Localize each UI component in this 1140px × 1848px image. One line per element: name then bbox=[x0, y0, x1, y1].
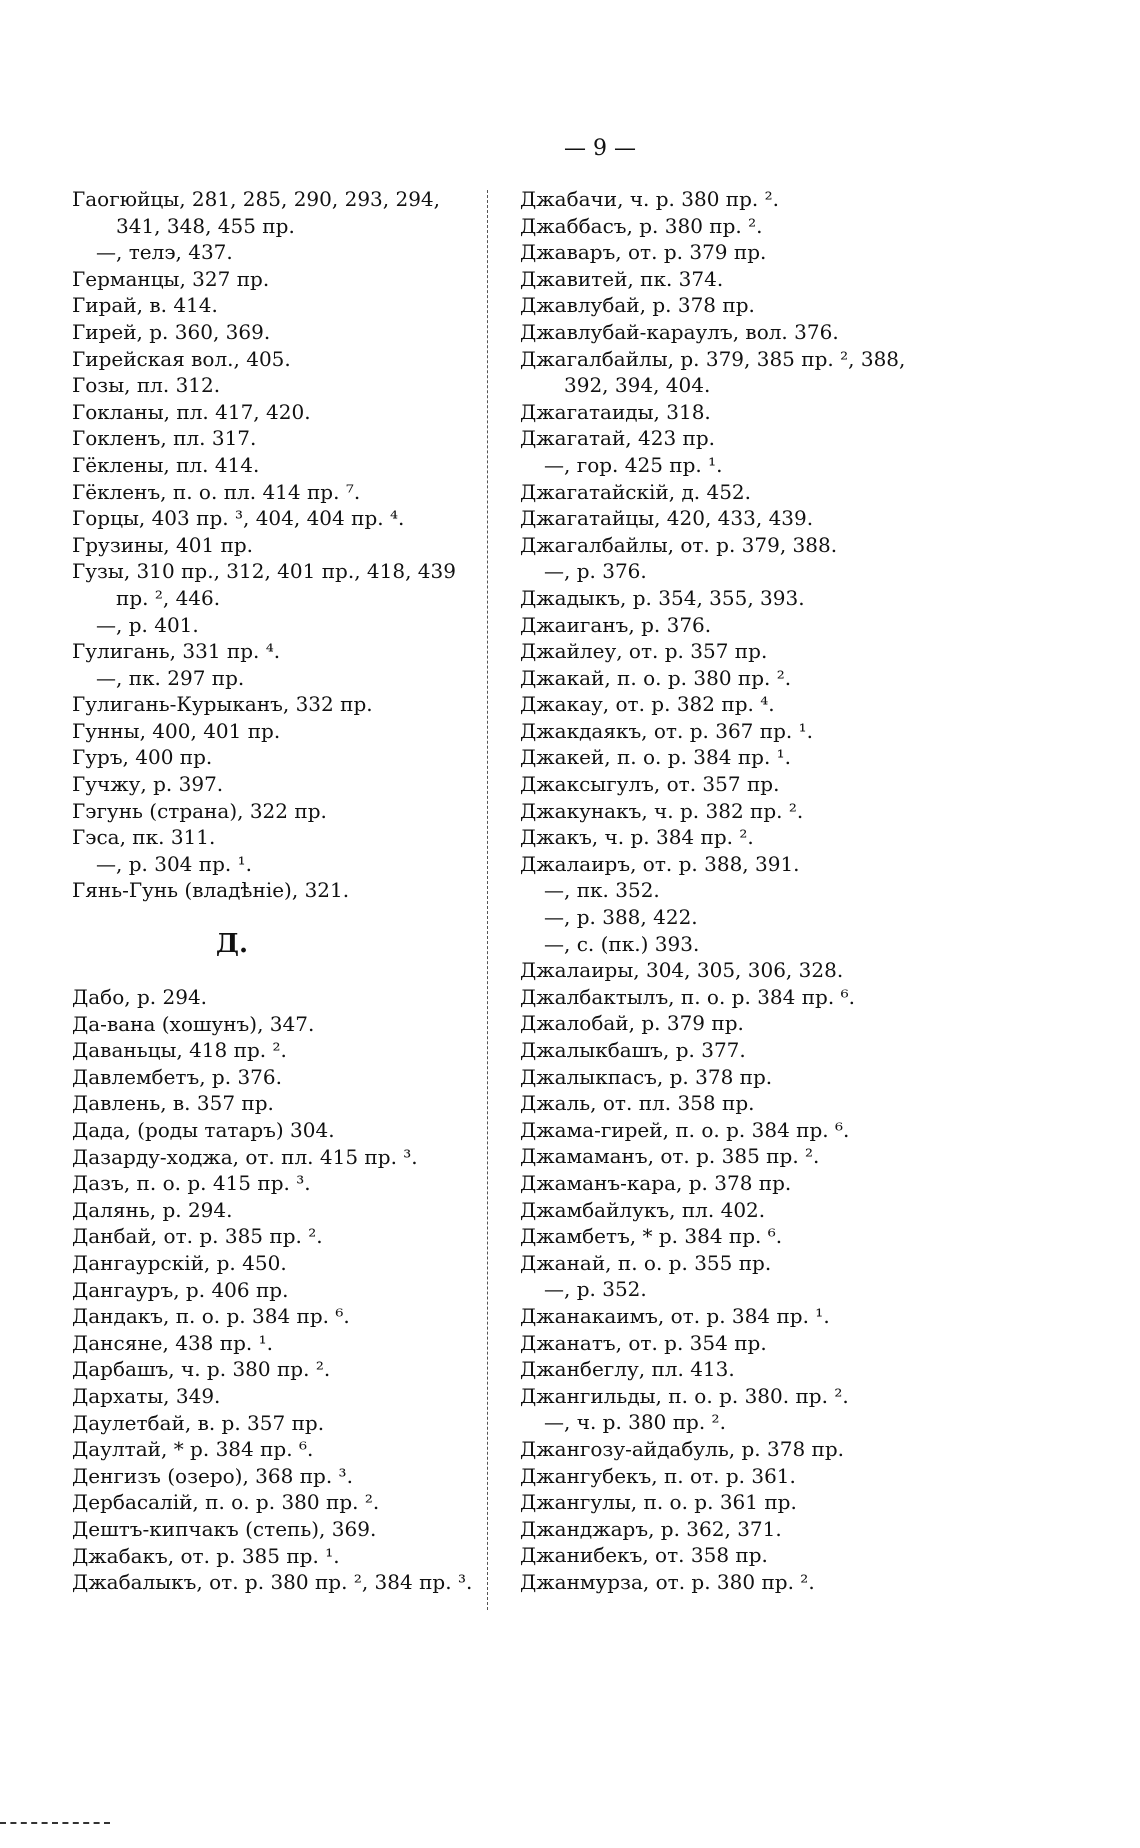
index-entry: Джакей, п. о. р. 384 пр. ¹. bbox=[520, 745, 792, 770]
index-entry: Гозы, пл. 312. bbox=[72, 373, 221, 398]
index-entry: Джангулы, п. о. р. 361 пр. bbox=[520, 1490, 797, 1515]
index-entry: Джакунакъ, ч. р. 382 пр. ². bbox=[520, 798, 804, 823]
index-entry: Джавлубай, р. 378 пр. bbox=[520, 293, 755, 318]
index-entry: Джанакаимъ, от. р. 384 пр. ¹. bbox=[520, 1303, 830, 1328]
index-entry: Джалаиры, 304, 305, 306, 328. bbox=[520, 958, 844, 983]
index-entry: Джабакъ, от. р. 385 пр. ¹. bbox=[72, 1543, 340, 1568]
index-entry: Даултай, * р. 384 пр. ⁶. bbox=[72, 1437, 314, 1462]
index-entry: Денгизъ (озеро), 368 пр. ³. bbox=[72, 1463, 353, 1488]
index-entry: Джаббасъ, р. 380 пр. ². bbox=[520, 213, 763, 238]
index-entry: Джаль, от. пл. 358 пр. bbox=[520, 1091, 755, 1116]
index-entry: 341, 348, 455 пр. bbox=[116, 213, 295, 238]
index-entry: Гокленъ, пл. 317. bbox=[72, 426, 257, 451]
index-entry: Джагалбайлы, р. 379, 385 пр. ², 388, bbox=[520, 346, 906, 371]
index-entry: Джалобай, р. 379 пр. bbox=[520, 1011, 744, 1036]
index-entry: Джаваръ, от. р. 379 пр. bbox=[520, 240, 767, 265]
index-entry: Гулигань, 331 пр. ⁴. bbox=[72, 639, 281, 664]
index-entry: Джамбетъ, * р. 384 пр. ⁶. bbox=[520, 1224, 783, 1249]
index-entry: Далянь, р. 294. bbox=[72, 1197, 233, 1222]
index-entry: Гокланы, пл. 417, 420. bbox=[72, 399, 311, 424]
entries-dzh bbox=[520, 186, 930, 1595]
index-entry: —, телэ, 437. bbox=[96, 240, 233, 265]
index-entry: Гунны, 400, 401 пр. bbox=[72, 718, 281, 743]
index-entry: Джанатъ, от. р. 354 пр. bbox=[520, 1330, 767, 1355]
index-entry: —, р. 388, 422. bbox=[544, 905, 698, 930]
index-entry: Джагатай, 423 пр. bbox=[520, 426, 716, 451]
index-entry: Джаксыгулъ, от. 357 пр. bbox=[520, 772, 780, 797]
index-entry: Джалыкпасъ, р. 378 пр. bbox=[520, 1064, 773, 1089]
index-entry: Джама-гирей, п. о. р. 384 пр. ⁶. bbox=[520, 1117, 850, 1142]
index-entry: —, р. 401. bbox=[96, 612, 199, 637]
entries-g bbox=[72, 186, 472, 904]
index-entry: Джакъ, ч. р. 384 пр. ². bbox=[520, 825, 754, 850]
index-entry: Дербасалій, п. о. р. 380 пр. ². bbox=[72, 1490, 380, 1515]
index-entry: —, р. 304 пр. ¹. bbox=[96, 851, 252, 876]
index-entry: Джаиганъ, р. 376. bbox=[520, 612, 712, 637]
index-entry: —, р. 376. bbox=[544, 559, 647, 584]
index-entry: Данбай, от. р. 385 пр. ². bbox=[72, 1224, 323, 1249]
index-entry: Давлень, в. 357 пр. bbox=[72, 1091, 274, 1116]
index-entry: Дештъ-кипчакъ (степь), 369. bbox=[72, 1516, 377, 1541]
index-entry: Дархаты, 349. bbox=[72, 1383, 221, 1408]
index-entry: Гулигань-Курыканъ, 332 пр. bbox=[72, 692, 373, 717]
index-entry: Джанбеглу, пл. 413. bbox=[520, 1357, 735, 1382]
index-entry: Дансяне, 438 пр. ¹. bbox=[72, 1330, 273, 1355]
index-entry: —, р. 352. bbox=[544, 1277, 647, 1302]
index-entry: Джамбайлукъ, пл. 402. bbox=[520, 1197, 766, 1222]
index-entry: Гаогюйцы, 281, 285, 290, 293, 294, bbox=[72, 187, 441, 211]
index-entry: Джалаиръ, от. р. 388, 391. bbox=[520, 851, 800, 876]
index-entry: Да-вана (хошунъ), 347. bbox=[72, 1011, 315, 1036]
index-entry: Джанибекъ, от. 358 пр. bbox=[520, 1543, 768, 1568]
index-entry: Дабо, р. 294. bbox=[72, 985, 208, 1010]
column-divider bbox=[487, 190, 488, 1610]
index-entry: Джалыкбашъ, р. 377. bbox=[520, 1038, 746, 1062]
entries-d bbox=[72, 984, 472, 1596]
index-entry: Джайлеу, от. р. 357 пр. bbox=[520, 639, 768, 664]
footer-mark bbox=[0, 1822, 110, 1824]
index-entry: Дарбашъ, ч. р. 380 пр. ². bbox=[72, 1357, 331, 1382]
index-entry: пр. ², 446. bbox=[116, 585, 221, 610]
index-entry: Джаманъ-кара, р. 378 пр. bbox=[520, 1170, 792, 1195]
index-entry: Джангубекъ, п. от. р. 361. bbox=[520, 1463, 796, 1488]
index-entry: Гуръ, 400 пр. bbox=[72, 745, 213, 770]
index-entry: Гёкленъ, п. о. пл. 414 пр. ⁷. bbox=[72, 479, 361, 504]
index-entry: Гёклены, пл. 414. bbox=[72, 452, 260, 477]
index-entry: Дазъ, п. о. р. 415 пр. ³. bbox=[72, 1171, 311, 1196]
index-entry: Гянь-Гунь (владѣніе), 321. bbox=[72, 878, 350, 903]
index-entry: Джагатайскій, д. 452. bbox=[520, 479, 752, 504]
index-entry: —, пк. 297 пр. bbox=[96, 665, 245, 690]
index-entry: Гирей, р. 360, 369. bbox=[72, 319, 271, 344]
index-entry: Гэса, пк. 311. bbox=[72, 825, 216, 850]
index-entry: —, ч. р. 380 пр. ². bbox=[544, 1410, 726, 1435]
index-entry: Дада, (роды татаръ) 304. bbox=[72, 1118, 335, 1142]
index-entry: Джалбактылъ, п. о. р. 384 пр. ⁶. bbox=[520, 984, 855, 1009]
index-entry: Гирай, в. 414. bbox=[72, 293, 218, 318]
index-entry: Дангауръ, р. 406 пр. bbox=[72, 1277, 289, 1302]
index-entry: Гузы, 310 пр., 312, 401 пр., 418, 439 bbox=[72, 559, 456, 584]
index-entry: 392, 394, 404. bbox=[564, 373, 711, 398]
index-entry: Джамаманъ, от. р. 385 пр. ². bbox=[520, 1144, 820, 1169]
page-number: — 9 — bbox=[564, 136, 636, 161]
index-entry: Гирейская вол., 405. bbox=[72, 346, 291, 371]
index-column-right bbox=[520, 186, 930, 1595]
index-entry: —, гор. 425 пр. ¹. bbox=[544, 452, 723, 477]
index-entry: Джабачи, ч. р. 380 пр. ². bbox=[520, 187, 780, 211]
index-entry: Джакдаякъ, от. р. 367 пр. ¹. bbox=[520, 718, 813, 743]
index-entry: Гучжу, р. 397. bbox=[72, 772, 224, 797]
index-entry: Джавлубай-караулъ, вол. 376. bbox=[520, 319, 839, 344]
index-entry: Джавитей, пк. 374. bbox=[520, 266, 724, 291]
index-entry: Даулетбай, в. р. 357 пр. bbox=[72, 1410, 325, 1435]
index-entry: Дазарду-ходжа, от. пл. 415 пр. ³. bbox=[72, 1144, 418, 1169]
index-entry: Гэгунь (страна), 322 пр. bbox=[72, 798, 327, 823]
index-entry: Джанджаръ, р. 362, 371. bbox=[520, 1516, 782, 1541]
index-entry: Джанмурза, от. р. 380 пр. ². bbox=[520, 1569, 815, 1594]
index-entry: Джагалбайлы, от. р. 379, 388. bbox=[520, 532, 838, 557]
index-entry: —, с. (пк.) 393. bbox=[544, 931, 700, 956]
index-entry: Джакай, п. о. р. 380 пр. ². bbox=[520, 665, 792, 690]
index-entry: Горцы, 403 пр. ³, 404, 404 пр. ⁴. bbox=[72, 506, 405, 531]
index-entry: Джадыкъ, р. 354, 355, 393. bbox=[520, 585, 805, 610]
index-entry: Джангозу-айдабуль, р. 378 пр. bbox=[520, 1436, 845, 1461]
index-entry: Давлембетъ, р. 376. bbox=[72, 1064, 282, 1089]
index-entry: Джакау, от. р. 382 пр. ⁴. bbox=[520, 692, 775, 717]
index-column-left bbox=[72, 186, 472, 1596]
index-entry: Джанай, п. о. р. 355 пр. bbox=[520, 1250, 772, 1275]
section-letter: Д. bbox=[215, 929, 249, 960]
index-entry: Дангаурскій, р. 450. bbox=[72, 1250, 287, 1275]
index-entry: Грузины, 401 пр. bbox=[72, 532, 254, 557]
index-entry: Джагатаиды, 318. bbox=[520, 399, 711, 424]
index-entry: Джангильды, п. о. р. 380. пр. ². bbox=[520, 1383, 849, 1408]
index-entry: Даваньцы, 418 пр. ². bbox=[72, 1038, 287, 1063]
index-entry: Германцы, 327 пр. bbox=[72, 266, 270, 291]
index-entry: Джагатайцы, 420, 433, 439. bbox=[520, 506, 814, 531]
index-entry: —, пк. 352. bbox=[544, 878, 660, 903]
index-entry: Джабалыкъ, от. р. 380 пр. ², 384 пр. ³. bbox=[72, 1570, 473, 1595]
index-entry: Дандакъ, п. о. р. 384 пр. ⁶. bbox=[72, 1304, 350, 1329]
